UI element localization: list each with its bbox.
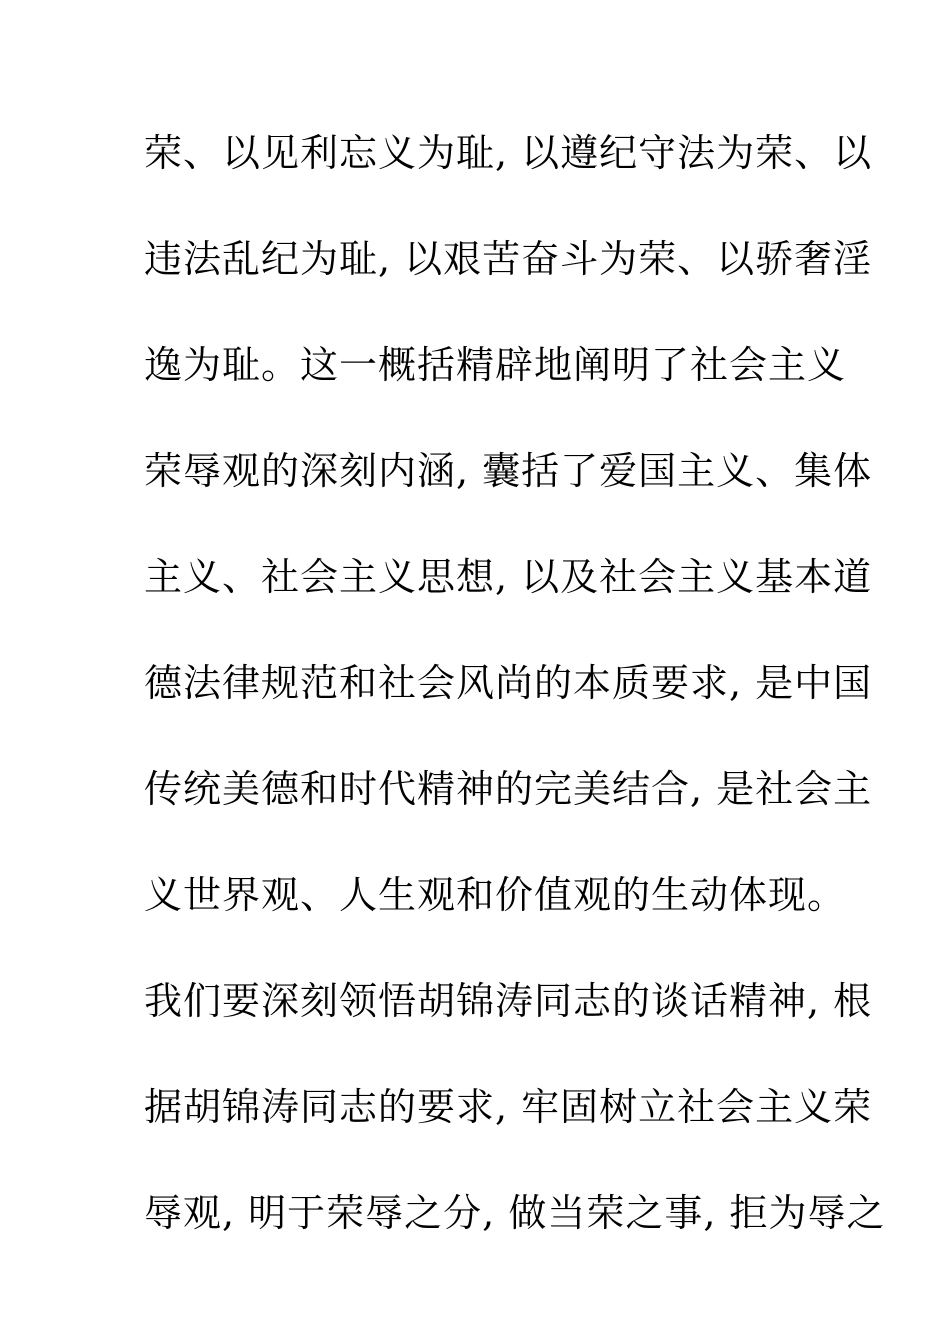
text-line-10: 据胡锦涛同志的要求, 牢固树立社会主义荣 bbox=[144, 1085, 873, 1129]
text-line-9: 我们要深刻领悟胡锦涛同志的谈话精神, 根 bbox=[144, 979, 873, 1023]
text-line-7: 传统美德和时代精神的完美结合, 是社会主 bbox=[144, 767, 873, 811]
body-text bbox=[144, 120, 886, 1286]
text-line-5: 主义、社会主义思想, 以及社会主义基本道 bbox=[144, 555, 873, 599]
text-line-8: 义世界观、人生观和价值观的生动体现。 bbox=[144, 873, 847, 917]
text-line-2: 违法乱纪为耻, 以艰苦奋斗为荣、以骄奢淫 bbox=[144, 237, 873, 281]
text-line-6: 德法律规范和社会风尚的本质要求, 是中国 bbox=[144, 661, 873, 705]
text-line-3: 逸为耻。这一概括精辟地阐明了社会主义 bbox=[144, 343, 847, 387]
text-line-11: 辱观, 明于荣辱之分, 做当荣之事, 拒为辱之 bbox=[144, 1191, 886, 1235]
text-line-4: 荣辱观的深刻内涵, 囊括了爱国主义、集体 bbox=[144, 449, 873, 493]
text-line-1: 荣、以见利忘义为耻, 以遵纪守法为荣、以 bbox=[144, 131, 873, 175]
